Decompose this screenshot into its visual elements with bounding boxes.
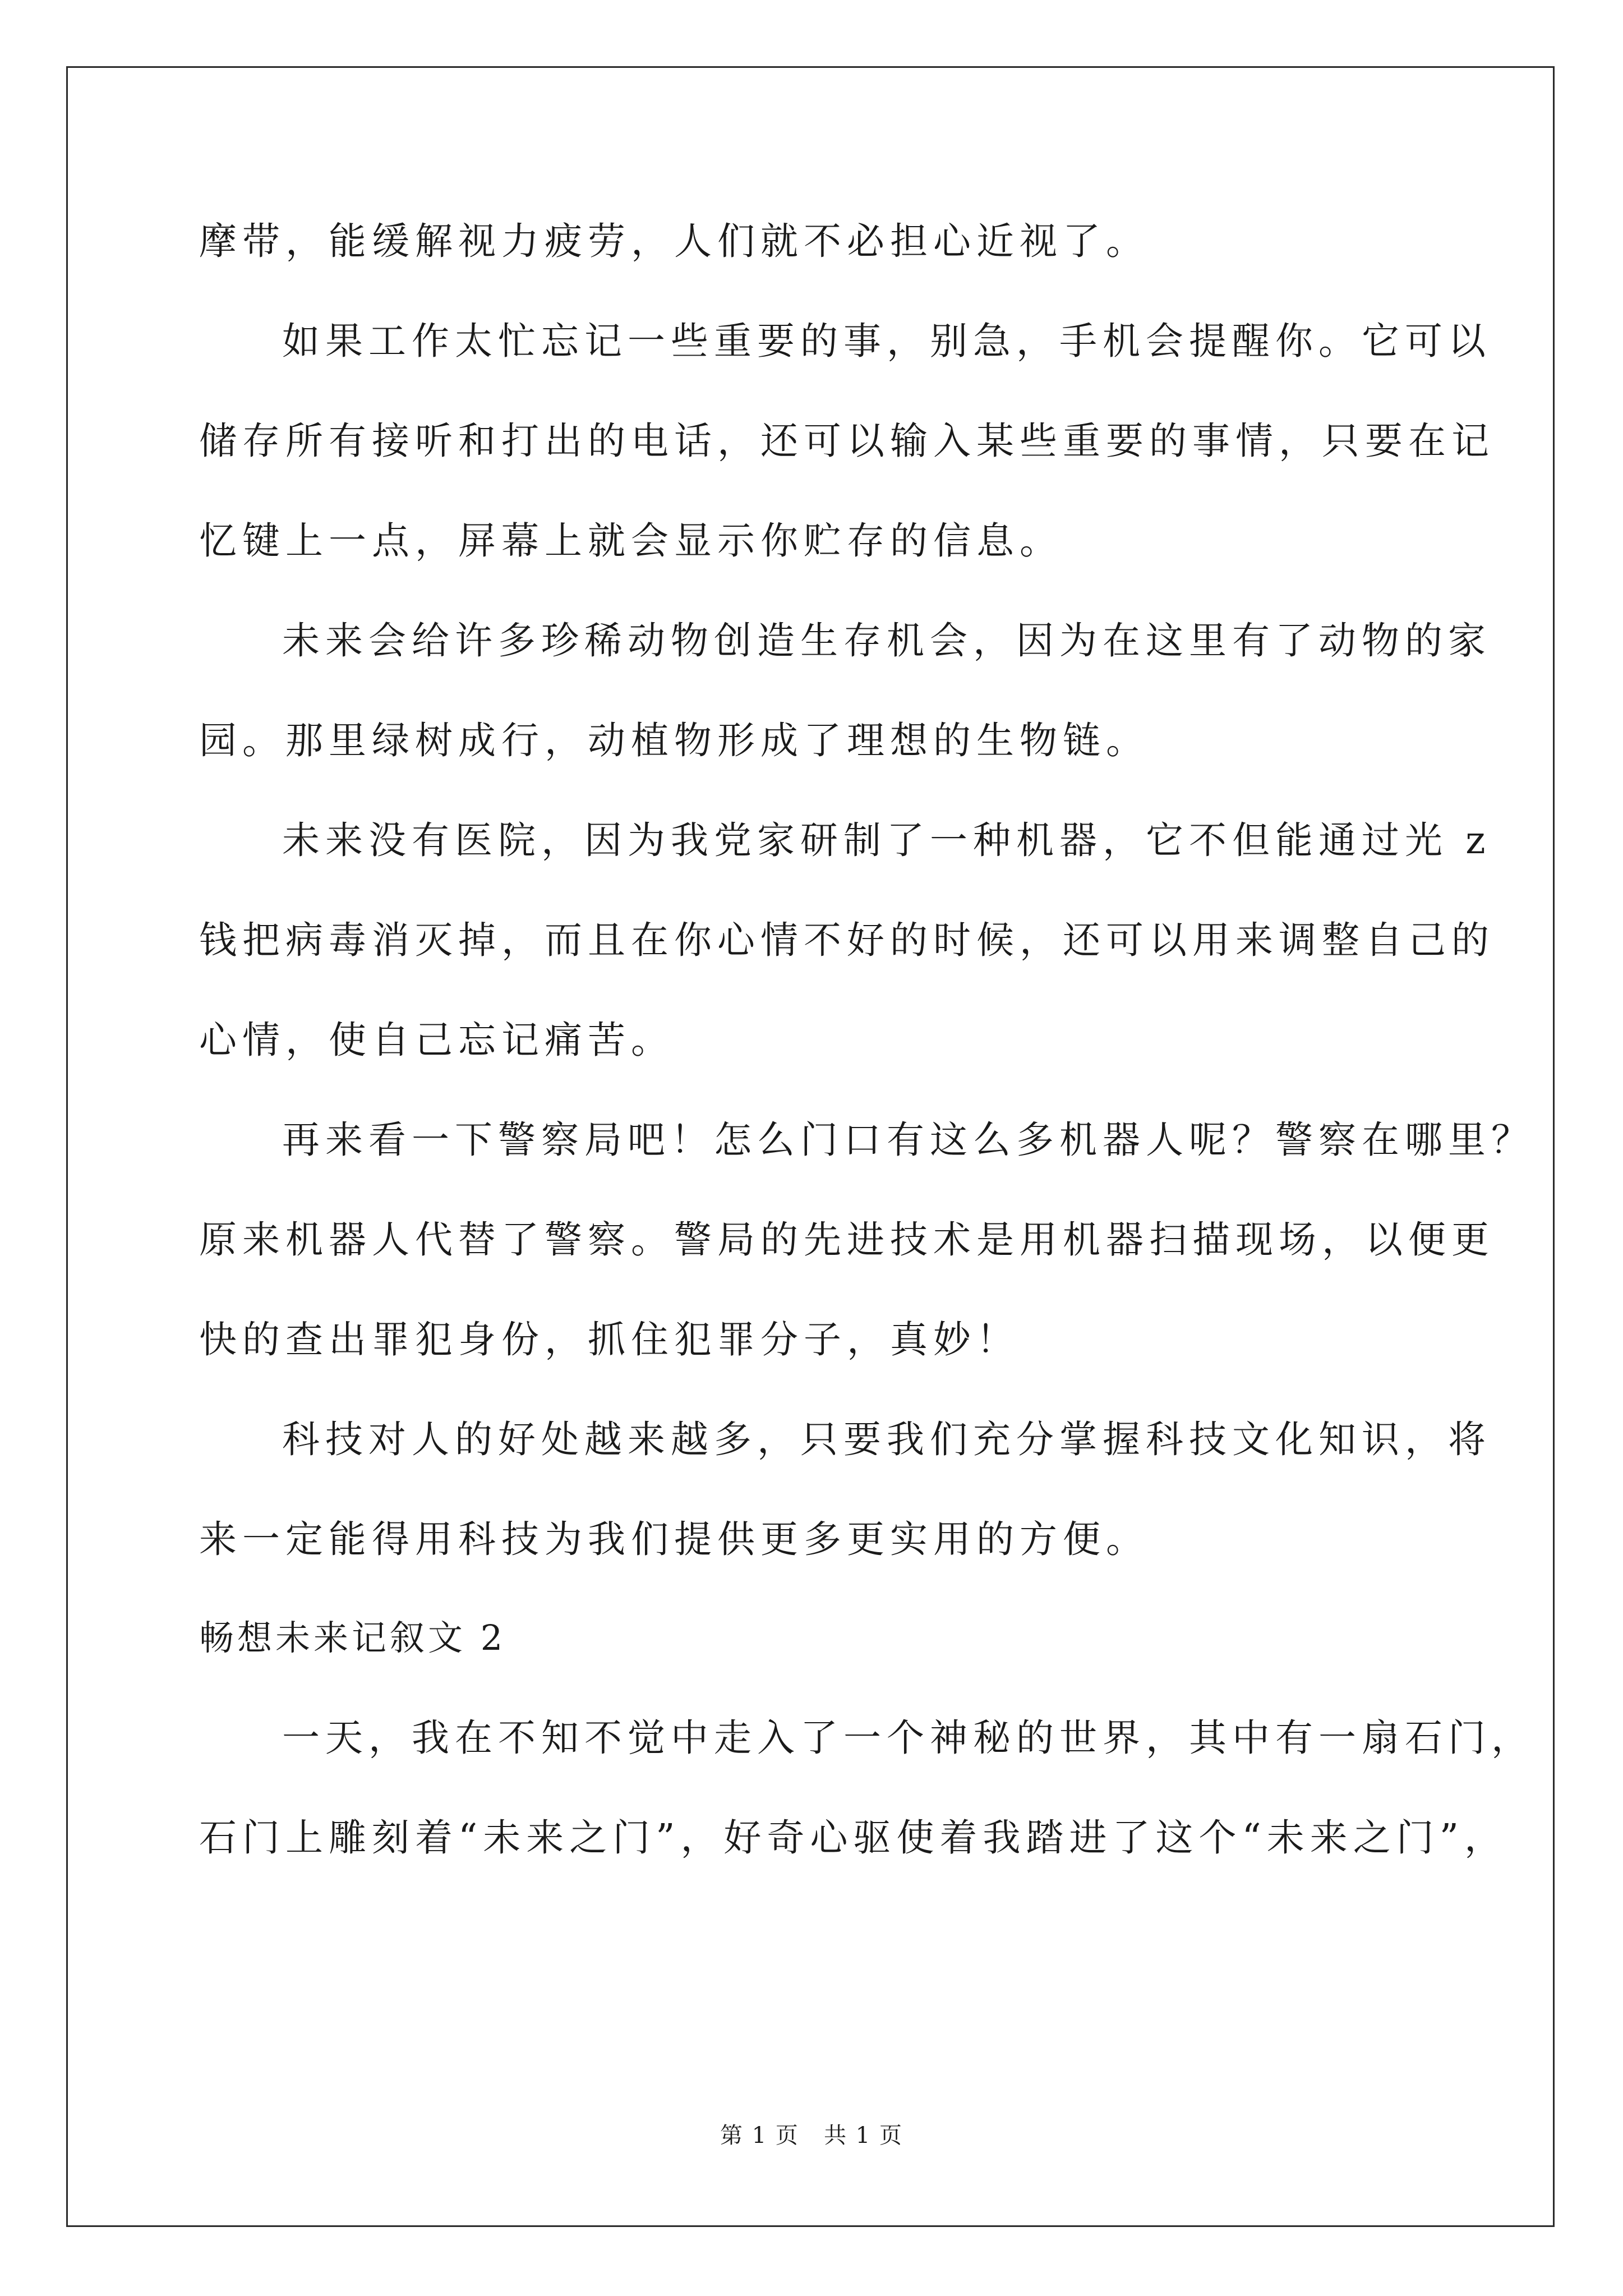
paragraph-first-line: 未来没有医院，因为我党家研制了一种机器，它不但能通过光 z: [282, 818, 1491, 862]
text-line: 园。那里绿树成行，动植物形成了理想的生物链。: [199, 719, 1149, 762]
paragraph-first-line: 一天，我在不知不觉中走入了一个神秘的世界，其中有一扇石门，: [282, 1716, 1534, 1760]
paragraph-first-line: 再来看一下警察局吧！怎么门口有这么多机器人呢？警察在哪里？: [282, 1118, 1534, 1162]
paragraph-first-line: 未来会给许多珍稀动物创造生存机会，因为在这里有了动物的家: [282, 619, 1491, 662]
text-line: 石门上雕刻着“未来之门”，好奇心驱使着我踏进了这个“未来之门”，: [199, 1816, 1508, 1860]
paragraph-first-line: 如果工作太忙忘记一些重要的事，别急，手机会提醒你。它可以: [282, 319, 1491, 363]
text-line: 原来机器人代替了警察。警局的先进技术是用机器扫描现场，以便更: [199, 1218, 1495, 1262]
text-line: 摩带，能缓解视力疲劳，人们就不必担心近视了。: [199, 219, 1149, 263]
text-line: 储存所有接听和打出的电话，还可以输入某些重要的事情，只要在记: [199, 419, 1495, 463]
text-line: 忆键上一点，屏幕上就会显示你贮存的信息。: [199, 519, 1063, 563]
section-heading: 畅想未来记叙文 2: [199, 1617, 506, 1658]
text-line: 来一定能得用科技为我们提供更多更实用的方便。: [199, 1517, 1149, 1561]
page-footer: 第 1 页 共 1 页: [720, 2123, 903, 2148]
text-line: 钱把病毒消灭掉，而且在你心情不好的时候，还可以用来调整自己的: [199, 918, 1495, 962]
paragraph-first-line: 科技对人的好处越来越多，只要我们充分掌握科技文化知识，将: [282, 1418, 1491, 1461]
text-line: 心情，使自己忘记痛苦。: [199, 1018, 674, 1062]
text-line: 快的查出罪犯身份，抓住犯罪分子，真妙！: [199, 1318, 1020, 1361]
